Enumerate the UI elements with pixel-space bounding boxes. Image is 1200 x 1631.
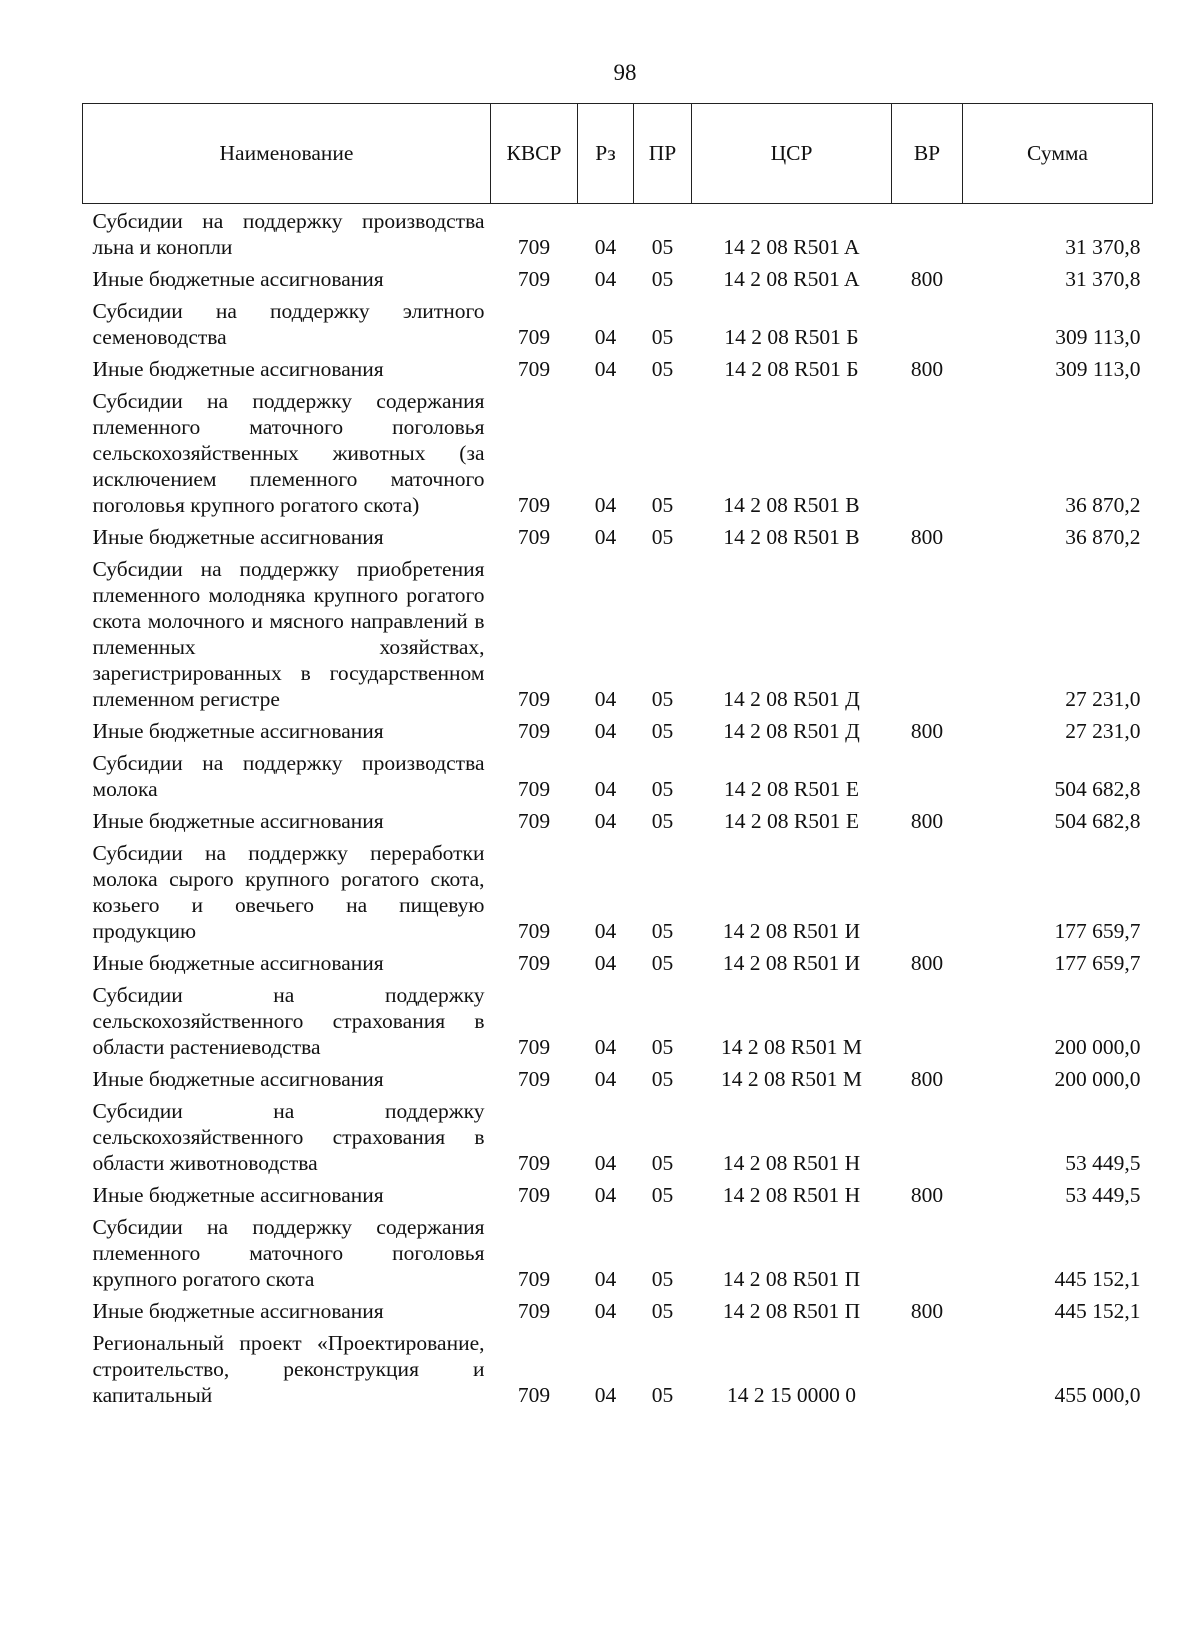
cell-csr: 14 2 08 R501 B <box>723 525 860 549</box>
cell-kvsr: 709 <box>517 687 551 711</box>
cell-csr: 14 2 08 R501 Б <box>724 325 859 349</box>
cell-rz: 04 <box>594 951 617 975</box>
cell-name: Иные бюджетные ассигнования <box>92 809 384 833</box>
cell-sum: 27 231,0 <box>1065 719 1141 743</box>
cell-sum: 36 870,2 <box>1065 525 1141 549</box>
table-row <box>83 746 1153 804</box>
table-row <box>83 1294 1153 1326</box>
cell-pr: 05 <box>651 235 674 259</box>
cell-rz: 04 <box>594 687 617 711</box>
cell-rz: 04 <box>594 267 617 291</box>
table-row <box>83 836 1153 946</box>
cell-csr: 14 2 08 R501 Д <box>723 687 860 711</box>
cell-sum: 200 000,0 <box>1054 1035 1141 1059</box>
header-csr: ЦСР <box>692 104 892 204</box>
cell-name: Иные бюджетные ассигнования <box>92 357 384 381</box>
cell-csr: 14 2 08 R501 И <box>722 951 861 975</box>
cell-kvsr: 709 <box>517 357 551 381</box>
cell-csr: 14 2 08 R501 A <box>723 267 860 291</box>
cell-pr: 05 <box>651 357 674 381</box>
table-row <box>83 384 1153 520</box>
cell-name: Субсидии на поддержку производства льна и конопли <box>92 209 485 259</box>
cell-rz: 04 <box>594 1299 617 1323</box>
cell-rz: 04 <box>594 809 617 833</box>
cell-sum: 177 659,7 <box>1054 919 1141 943</box>
cell-sum: 445 152,1 <box>1054 1299 1141 1323</box>
cell-vr <box>892 294 963 352</box>
cell-csr: 14 2 08 R501 A <box>723 235 860 259</box>
cell-vr <box>892 978 963 1062</box>
cell-kvsr: 709 <box>517 1151 551 1175</box>
cell-csr: 14 2 08 R501 П <box>722 1299 861 1323</box>
cell-pr: 05 <box>651 493 674 517</box>
cell-csr: 14 2 08 R501 И <box>722 919 861 943</box>
cell-kvsr: 709 <box>517 1035 551 1059</box>
cell-csr: 14 2 08 R501 H <box>722 1151 861 1175</box>
cell-kvsr: 709 <box>517 235 551 259</box>
cell-pr: 05 <box>651 1067 674 1091</box>
cell-sum: 445 152,1 <box>1054 1267 1141 1291</box>
cell-rz: 04 <box>594 325 617 349</box>
cell-kvsr: 709 <box>517 919 551 943</box>
cell-name: Иные бюджетные ассигнования <box>92 951 384 975</box>
cell-kvsr: 709 <box>517 525 551 549</box>
table-row <box>83 204 1153 263</box>
cell-pr: 05 <box>651 267 674 291</box>
cell-vr: 800 <box>910 267 944 291</box>
table-row <box>83 1210 1153 1294</box>
cell-csr: 14 2 08 R501 H <box>722 1183 861 1207</box>
cell-csr: 14 2 08 R501 M <box>721 1067 862 1091</box>
table-row <box>83 520 1153 552</box>
cell-csr: 14 2 08 R501 П <box>722 1267 861 1291</box>
cell-name: Субсидии на поддержку содержания племенного маточного поголовья сельскохозяйственных животных (за исключением племенного маточного поголовья крупного рогатого скота) <box>92 389 485 517</box>
cell-pr: 05 <box>651 325 674 349</box>
cell-rz: 04 <box>594 357 617 381</box>
cell-sum: 309 113,0 <box>1055 325 1141 349</box>
cell-kvsr: 709 <box>517 1183 551 1207</box>
cell-rz: 04 <box>594 919 617 943</box>
cell-name: Иные бюджетные ассигнования <box>92 1183 384 1207</box>
table-row <box>83 262 1153 294</box>
table-row <box>83 1094 1153 1178</box>
cell-rz: 04 <box>594 777 617 801</box>
cell-pr: 05 <box>651 1035 674 1059</box>
cell-vr: 800 <box>910 1299 944 1323</box>
cell-kvsr: 709 <box>517 267 551 291</box>
cell-vr: 800 <box>910 1067 944 1091</box>
cell-pr: 05 <box>651 1151 674 1175</box>
table-row <box>83 1326 1153 1410</box>
cell-vr <box>892 204 963 263</box>
cell-vr <box>892 1210 963 1294</box>
cell-rz: 04 <box>594 1151 617 1175</box>
cell-name: Субсидии на поддержку элитного семеноводства <box>92 299 485 349</box>
cell-kvsr: 709 <box>517 325 551 349</box>
cell-rz: 04 <box>594 1183 617 1207</box>
cell-rz: 04 <box>594 1035 617 1059</box>
cell-sum: 27 231,0 <box>1065 687 1141 711</box>
cell-rz: 04 <box>594 235 617 259</box>
cell-vr: 800 <box>910 719 944 743</box>
cell-vr <box>892 836 963 946</box>
cell-kvsr: 709 <box>517 809 551 833</box>
cell-csr: 14 2 15 0000 0 <box>727 1383 856 1407</box>
cell-name: Субсидии на поддержку приобретения племенного молодняка крупного рогатого скота молочного и мясного направлений в племенных хозяйствах, зарегистрированных в государственном племенном регистре <box>92 557 485 711</box>
cell-name: Иные бюджетные ассигнования <box>92 267 384 291</box>
header-name: Наименование <box>83 104 491 204</box>
cell-kvsr: 709 <box>517 1383 551 1407</box>
header-sum: Сумма <box>963 104 1153 204</box>
cell-pr: 05 <box>651 919 674 943</box>
cell-rz: 04 <box>594 1067 617 1091</box>
cell-rz: 04 <box>594 493 617 517</box>
table-header <box>83 104 1153 204</box>
cell-rz: 04 <box>594 719 617 743</box>
cell-pr: 05 <box>651 1267 674 1291</box>
cell-sum: 455 000,0 <box>1054 1383 1141 1407</box>
table-row <box>83 714 1153 746</box>
cell-sum: 309 113,0 <box>1055 357 1141 381</box>
cell-vr: 800 <box>910 951 944 975</box>
cell-vr <box>892 746 963 804</box>
cell-kvsr: 709 <box>517 719 551 743</box>
cell-sum: 31 370,8 <box>1065 235 1141 259</box>
cell-kvsr: 709 <box>517 1067 551 1091</box>
cell-sum: 177 659,7 <box>1054 951 1141 975</box>
cell-name: Субсидии на поддержку переработки молока сырого крупного рогатого скота, козьего и овечьего на пищевую продукцию <box>92 841 485 943</box>
cell-kvsr: 709 <box>517 493 551 517</box>
table-row <box>83 804 1153 836</box>
cell-csr: 14 2 08 R501 Д <box>723 719 860 743</box>
cell-pr: 05 <box>651 525 674 549</box>
cell-name: Региональный проект «Проектирование, строительство, реконструкция и капитальный <box>92 1331 485 1407</box>
cell-name: Иные бюджетные ассигнования <box>92 719 384 743</box>
cell-vr <box>892 552 963 714</box>
cell-pr: 05 <box>651 719 674 743</box>
cell-rz: 04 <box>594 1383 617 1407</box>
cell-name: Субсидии на поддержку сельскохозяйственного страхования в области животноводства <box>92 1099 485 1175</box>
cell-sum: 504 682,8 <box>1054 809 1141 833</box>
cell-pr: 05 <box>651 1383 674 1407</box>
header-vr: ВР <box>892 104 963 204</box>
cell-csr: 14 2 08 R501 M <box>721 1035 862 1059</box>
table-row <box>83 294 1153 352</box>
cell-sum: 200 000,0 <box>1054 1067 1141 1091</box>
cell-kvsr: 709 <box>517 1299 551 1323</box>
table-row <box>83 1178 1153 1210</box>
cell-pr: 05 <box>651 951 674 975</box>
cell-csr: 14 2 08 R501 E <box>724 777 859 801</box>
cell-pr: 05 <box>651 1299 674 1323</box>
cell-pr: 05 <box>651 1183 674 1207</box>
cell-vr: 800 <box>910 525 944 549</box>
cell-sum: 53 449,5 <box>1065 1151 1141 1175</box>
cell-vr: 800 <box>910 357 944 381</box>
cell-sum: 36 870,2 <box>1065 493 1141 517</box>
cell-rz: 04 <box>594 525 617 549</box>
header-rz: Рз <box>578 104 634 204</box>
page-number: 98 <box>613 60 637 85</box>
cell-name: Субсидии на поддержку содержания племенного маточного поголовья крупного рогатого скота <box>92 1215 485 1291</box>
cell-csr: 14 2 08 R501 E <box>724 809 859 833</box>
cell-pr: 05 <box>651 687 674 711</box>
cell-pr: 05 <box>651 809 674 833</box>
cell-pr: 05 <box>651 777 674 801</box>
budget-table <box>82 103 1153 1410</box>
cell-sum: 31 370,8 <box>1065 267 1141 291</box>
cell-csr: 14 2 08 R501 Б <box>724 357 859 381</box>
cell-vr: 800 <box>910 809 944 833</box>
table-row <box>83 552 1153 714</box>
header-kvsr: КВСР <box>491 104 578 204</box>
table-row <box>83 352 1153 384</box>
table-row <box>83 1062 1153 1094</box>
cell-kvsr: 709 <box>517 777 551 801</box>
cell-vr <box>892 384 963 520</box>
cell-sum: 504 682,8 <box>1054 777 1141 801</box>
table-row <box>83 946 1153 978</box>
table-row <box>83 978 1153 1062</box>
cell-kvsr: 709 <box>517 1267 551 1291</box>
cell-name: Иные бюджетные ассигнования <box>92 1299 384 1323</box>
table-body <box>83 204 1153 1411</box>
cell-vr: 800 <box>910 1183 944 1207</box>
cell-name: Субсидии на поддержку сельскохозяйственного страхования в области растениеводства <box>92 983 485 1059</box>
cell-vr <box>892 1094 963 1178</box>
cell-sum: 53 449,5 <box>1065 1183 1141 1207</box>
header-pr: ПР <box>634 104 692 204</box>
cell-kvsr: 709 <box>517 951 551 975</box>
cell-name: Иные бюджетные ассигнования <box>92 525 384 549</box>
cell-name: Субсидии на поддержку производства молока <box>92 751 485 801</box>
cell-rz: 04 <box>594 1267 617 1291</box>
cell-vr <box>892 1326 963 1410</box>
cell-name: Иные бюджетные ассигнования <box>92 1067 384 1091</box>
cell-csr: 14 2 08 R501 B <box>723 493 860 517</box>
